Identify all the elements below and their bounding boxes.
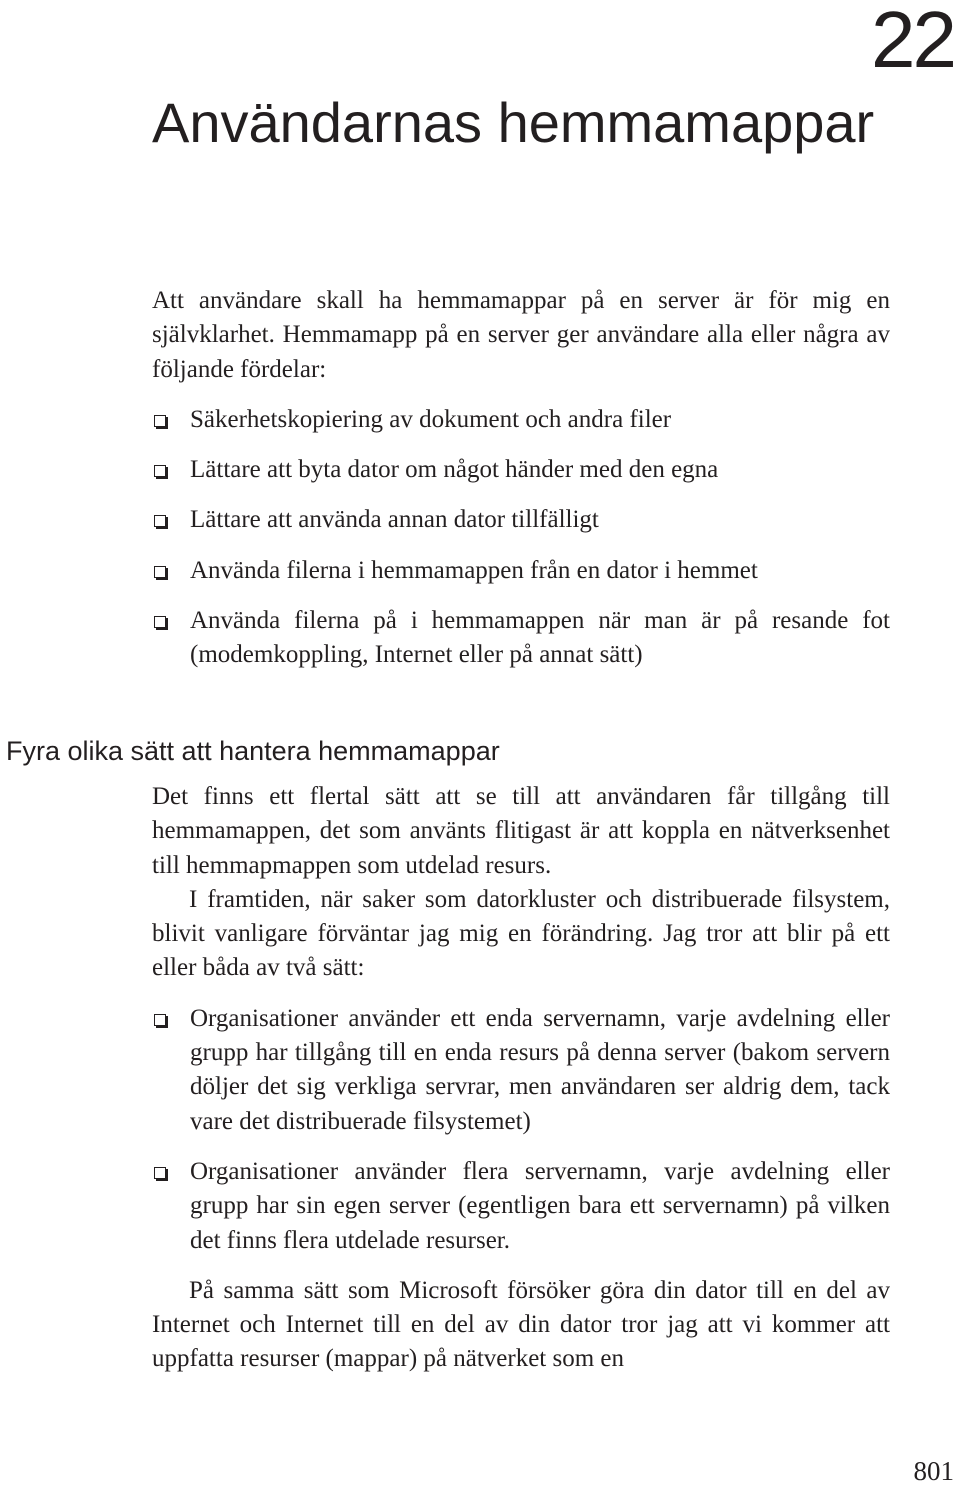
checkbox-bullet-icon xyxy=(154,1167,166,1179)
checkbox-bullet-icon xyxy=(154,515,166,527)
section-heading: Fyra olika sätt att hantera hemmamappar xyxy=(6,736,500,766)
checkbox-bullet-icon xyxy=(154,566,166,578)
list-item xyxy=(152,604,890,673)
list-item-text: Organisationer använder ett enda servernamn, varje avdelning eller grupp har tillgång till en enda resurs på denna server (bakom servern döljer det sig verkliga servrar, men användaren ser aldrig dem, tack vare det distribuerade filsystemet) xyxy=(190,1004,890,1135)
chapter-title: Användarnas hemmamappar xyxy=(152,91,875,154)
section-paragraph-2: I framtiden, när saker som datorkluster och distribuerade filsystem, blivit vanligare förväntar jag mig en förändring. Jag tror att blir på ett eller båda av två sätt: xyxy=(152,885,890,982)
section-bullet-list xyxy=(152,1002,890,1258)
intro-section xyxy=(152,284,890,673)
list-item-text: Lättare att byta dator om något händer med den egna xyxy=(190,456,719,484)
intro-paragraph: Att användare skall ha hemmamappar på en server är för mig en självklarhet. Hemmamapp på en server ger användare alla eller några av följande fördelar: xyxy=(152,287,890,383)
list-item-text: Lättare att använda annan dator tillfälligt xyxy=(190,506,599,534)
list-item xyxy=(152,1155,890,1258)
list-item-text: Säkerhetskopiering av dokument och andra filer xyxy=(190,405,672,433)
list-item xyxy=(152,453,890,487)
list-item-text: Organisationer använder flera servernamn, varje avdelning eller grupp har sin egen server (egentligen bara ett servernamn) på vilken det finns flera utdelade resurser. xyxy=(190,1157,890,1254)
list-item xyxy=(152,554,890,588)
section-body xyxy=(152,780,890,1377)
checkbox-bullet-icon xyxy=(154,465,166,477)
section-paragraph-1: Det finns ett flertal sätt att se till att användaren får tillgång till hemmamappen, det som använts flitigast är att koppla en nätverksenhet till hemmapmappen som utdelad resurs. xyxy=(152,783,890,879)
checkbox-bullet-icon xyxy=(154,415,166,427)
page-number: 801 xyxy=(913,1456,954,1486)
checkbox-bullet-icon xyxy=(154,616,166,628)
list-item xyxy=(152,1002,890,1139)
list-item xyxy=(152,503,890,537)
list-item xyxy=(152,403,890,437)
list-item-text: Använda filerna i hemmamappen från en dator i hemmet xyxy=(190,556,758,584)
list-item-text: Använda filerna på i hemmamappen när man är på resande fot (modemkoppling, Internet eller på annat sätt) xyxy=(190,607,890,669)
chapter-number: 22 xyxy=(871,0,954,84)
section-paragraph-3: På samma sätt som Microsoft försöker göra din dator till en del av Internet och Internet till en del av din dator tror jag att vi kommer att uppfatta resurser (mappar) på nätverket som en xyxy=(152,1276,890,1373)
intro-bullet-list xyxy=(152,403,890,673)
checkbox-bullet-icon xyxy=(154,1014,166,1026)
